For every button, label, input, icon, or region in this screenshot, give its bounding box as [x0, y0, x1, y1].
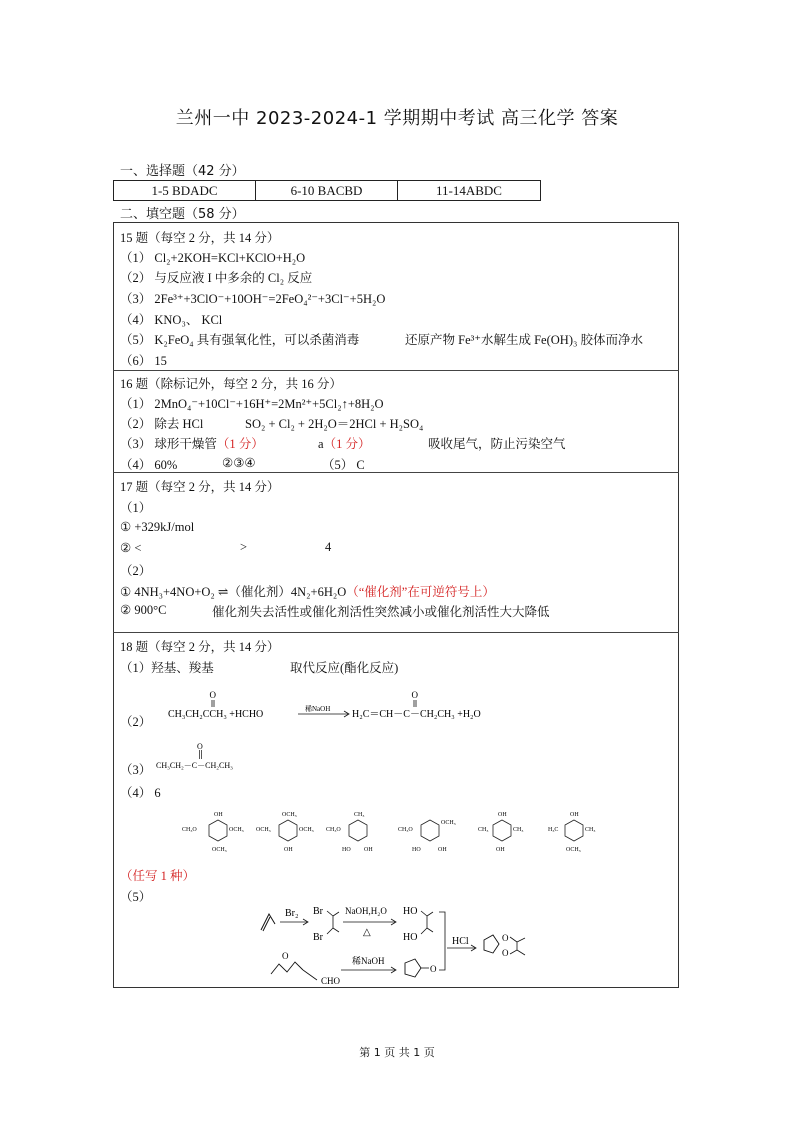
q16-answer-2a: （2） 除去 HCl	[120, 417, 204, 431]
q15-header: 15 题（每空 2 分，共 14 分）	[120, 231, 280, 245]
q18-part-3: （3）	[120, 763, 152, 777]
isomer-structure	[548, 812, 595, 853]
q17-equation: ① 4NH₃+4NO+O₂ ⇌（催化剂）4N₂+6H₂O	[120, 585, 347, 599]
isomer-structure	[182, 812, 244, 853]
q15-answer-5b: 还原产物 Fe³⁺水解生成 Fe(OH)₃ 胶体而净水	[405, 333, 643, 347]
svg-text:CH₃O: CH₃O	[182, 827, 197, 833]
q16-answer-4a: （4） 60%	[120, 458, 178, 472]
q16-answer-3a-text: （3） 球形干燥管	[120, 437, 217, 451]
q17-part-1: （1）	[120, 501, 152, 515]
q16-answer-1: （1） 2MnO₄⁻+10Cl⁻+16H⁺=2Mn²⁺+5Cl₂↑+8H₂O	[120, 397, 384, 411]
svg-text:OH: OH	[214, 812, 223, 818]
q16-answer-4c: （5） C	[322, 458, 365, 472]
q18-answer-1b: 取代反应(酯化反应)	[290, 661, 399, 675]
svg-text:HO: HO	[412, 847, 421, 853]
svg-text:OCH₃: OCH₃	[229, 827, 244, 833]
svg-text:HO: HO	[403, 906, 418, 917]
page-footer: 第 1 页 共 1 页	[359, 1046, 435, 1059]
q17-answer-1: ① +329kJ/mol	[120, 520, 195, 534]
carbonyl-o: O	[209, 690, 216, 700]
q16-header: 16 题（除标记外，每空 2 分，共 16 分）	[120, 377, 342, 391]
svg-text:CH₃: CH₃	[513, 827, 524, 833]
q16-answer-4b: ②③④	[222, 456, 256, 470]
q17-answer-2a: ② <	[120, 541, 142, 555]
svg-text:CH₃: CH₃	[478, 827, 489, 833]
svg-text:HO: HO	[403, 932, 418, 943]
score-mark: （1 分）	[323, 437, 371, 451]
q18-answer-1a: （1）羟基、羧基	[120, 661, 214, 675]
q16-answer-3c: 吸收尾气，防止污染空气	[428, 437, 566, 451]
isomer-structure	[256, 812, 314, 853]
svg-text:OH: OH	[496, 847, 505, 853]
svg-text:HO: HO	[342, 847, 351, 853]
svg-text:OH: OH	[284, 847, 293, 853]
carbonyl-o: O	[411, 690, 418, 700]
q18-part-2: （2）	[120, 715, 152, 729]
svg-text:OCH₃: OCH₃	[212, 847, 227, 853]
section-heading-fill: 二、填空题（58 分）	[120, 207, 245, 222]
ketone-formula: CH₃CH₂－C－CH₂CH₃	[156, 761, 233, 770]
svg-text:OCH₃: OCH₃	[256, 827, 271, 833]
q18-answer-3-structure	[152, 740, 272, 772]
svg-text:OH: OH	[570, 812, 579, 818]
answer-cell: 6-10 BACBD	[256, 181, 398, 201]
svg-text:OH: OH	[438, 847, 447, 853]
svg-text:H₃C: H₃C	[548, 827, 559, 833]
q15-answer-6: （6） 15	[120, 354, 167, 368]
svg-text:OCH₃: OCH₃	[282, 812, 297, 818]
choice-answer-table	[113, 180, 541, 201]
carbonyl-o: O	[197, 742, 203, 751]
q18-synthesis-route	[255, 900, 555, 990]
svg-text:Br: Br	[313, 906, 323, 917]
svg-text:OCH₃: OCH₃	[299, 827, 314, 833]
svg-text:O: O	[502, 948, 509, 958]
divider	[113, 370, 679, 371]
q18-part-5: （5）	[120, 890, 152, 904]
section-heading-choice: 一、选择题（42 分）	[120, 164, 245, 179]
answer-cell: 1-5 BDADC	[114, 181, 256, 201]
svg-text:CH₃: CH₃	[585, 827, 596, 833]
q16-answer-3a	[120, 434, 264, 452]
enal-structure	[271, 962, 303, 974]
reaction-condition: 稀NaOH	[305, 705, 331, 713]
svg-text:CH₃O: CH₃O	[326, 827, 341, 833]
divider	[113, 632, 679, 633]
q17-answer-4b: 催化剂失去活性或催化剂活性突然减小或催化剂活性大大降低	[212, 605, 550, 619]
score-mark: （1 分）	[216, 437, 264, 451]
svg-text:O: O	[502, 933, 509, 943]
q17-answer-3	[120, 582, 495, 600]
q17-part-2: （2）	[120, 564, 152, 578]
q15-answer-4: （4） KNO₃、 KCl	[120, 313, 223, 327]
divider	[113, 472, 679, 473]
reagent-naoh: NaOH,H₂O	[345, 906, 387, 916]
q15-answer-1: （1） Cl₂+2KOH=KCl+KClO+H₂O	[120, 251, 306, 265]
combine-bracket	[439, 912, 445, 970]
q18-isomer-structures	[180, 806, 620, 858]
svg-text:OH: OH	[364, 847, 373, 853]
svg-text:OCH₃: OCH₃	[441, 820, 456, 826]
svg-text:OH: OH	[498, 812, 507, 818]
reagent-hcl: HCl	[452, 936, 469, 947]
q17-answer-2b: >	[240, 540, 248, 554]
q17-answer-2c: 4	[325, 540, 332, 554]
cyclopentadienone-ring	[405, 959, 421, 977]
isomer-structure	[326, 812, 373, 853]
reagent-br2: Br₂	[285, 908, 299, 919]
answer-cell: 11-14ABDC	[398, 181, 541, 201]
q17-note: （“催化剂”在可逆符号上）	[346, 585, 495, 599]
q15-answer-2: （2） 与反应液 I 中多余的 Cl₂ 反应	[120, 271, 313, 285]
q16-answer-3b	[318, 434, 370, 452]
isomer-structure	[478, 812, 523, 853]
svg-text:OCH₃: OCH₃	[566, 847, 581, 853]
q16-answer-3b-text: a	[318, 437, 324, 451]
page-title: 兰州一中 2023-2024-1 学期期中考试 高三化学 答案	[175, 108, 619, 129]
q18-note: （任写 1 种）	[120, 869, 196, 883]
svg-text:O: O	[430, 964, 437, 974]
q15-answer-5a: （5） K₂FeO₄ 具有强氧化性，可以杀菌消毒	[120, 333, 360, 347]
svg-text:CHO: CHO	[321, 976, 341, 986]
svg-text:Br: Br	[313, 932, 323, 943]
reactant-formula: CH₃CH₂CCH₃ +HCHO	[168, 709, 264, 720]
cyclopentadiene-ring	[484, 935, 499, 953]
isomer-structure	[398, 820, 456, 853]
svg-text:△: △	[363, 927, 371, 938]
q18-header: 18 题（每空 2 分，共 14 分）	[120, 640, 280, 654]
q17-header: 17 题（每空 2 分，共 14 分）	[120, 480, 280, 494]
q18-reaction-2	[160, 686, 520, 728]
svg-text:CH₃: CH₃	[354, 812, 365, 818]
q17-answer-4a: ② 900°C	[120, 603, 167, 617]
q15-answer-3: （3） 2Fe³⁺+3ClO⁻+10OH⁻=2FeO₄²⁻+3Cl⁻+5H₂O	[120, 292, 386, 306]
product-formula: H₂C＝CH－C－CH₂CH₃ +H₂O	[352, 709, 481, 720]
svg-text:CH₃O: CH₃O	[398, 827, 413, 833]
reagent-dilute-naoh: 稀NaOH	[352, 956, 385, 966]
q16-answer-2b: SO₂ + Cl₂ + 2H₂O＝2HCl + H₂SO₄	[245, 417, 424, 431]
q18-answer-4: （4） 6	[120, 786, 161, 800]
svg-text:O: O	[282, 951, 289, 961]
